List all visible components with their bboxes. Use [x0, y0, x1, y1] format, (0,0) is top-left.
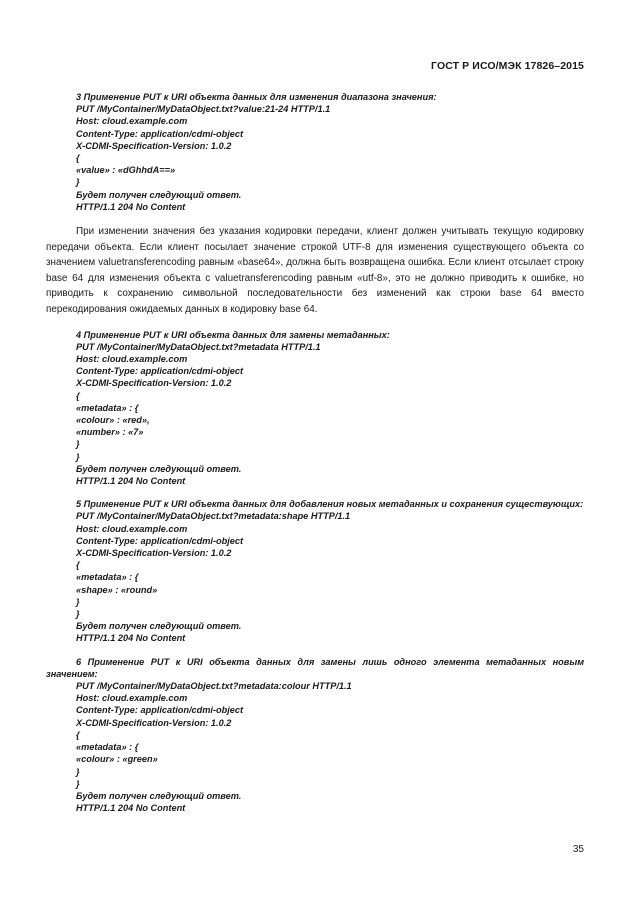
code-line: X-CDMI-Specification-Version: 1.0.2 — [76, 140, 232, 151]
section-title: 4 Применение PUT к URI объекта данных для замены метаданных: — [76, 329, 390, 340]
code-line: X-CDMI-Specification-Version: 1.0.2 — [76, 717, 232, 728]
code-line: PUT /MyContainer/MyDataObject.txt?metadata:colour HTTP/1.1 — [76, 681, 352, 692]
code-line: { — [76, 560, 80, 571]
example-section-4 — [46, 329, 584, 488]
code-line: } — [76, 439, 80, 450]
code-line: Будет получен следующий ответ. — [76, 790, 242, 801]
code-line: «metadata» : { — [76, 742, 139, 753]
code-line: PUT /MyContainer/MyDataObject.txt?metadata:shape HTTP/1.1 — [76, 511, 351, 522]
code-line: Content-Type: application/cdmi-object — [76, 366, 244, 377]
code-line: { — [76, 153, 80, 164]
code-line: Content-Type: application/cdmi-object — [76, 705, 244, 716]
code-line: Будет получен следующий ответ. — [76, 621, 242, 632]
example-section-5 — [46, 498, 584, 644]
code-line: Host: cloud.example.com — [76, 116, 188, 127]
code-line: { — [76, 729, 80, 740]
code-line: «metadata» : { — [76, 402, 139, 413]
body-paragraph: При изменении значения без указания кодировки передачи, клиент должен учитывать текущую кодировку передачи объекта. Если клиент посылает значение строкой UTF-8 для изменения существующего объекта со значением valuetransferencoding равным «base64», должна быть возвращена ошибка. Если клиент отсылает строку base 64 для изменения объекта с valuetransferencoding равным «utf-8», это не должно приводить к ошибке, но приводить к сохранению символьной последовательности без изменений как строки base 64 вместо перекодирования ожидаемых данных в кодировку base 64. — [46, 226, 584, 315]
spacer — [46, 487, 584, 498]
code-line: «value» : «dGhhdA==» — [76, 165, 176, 176]
code-line: «number» : «7» — [76, 427, 144, 438]
code-line: { — [76, 390, 80, 401]
example-section-3 — [46, 91, 584, 213]
code-line: } — [76, 766, 80, 777]
code-line: «colour» : «red», — [76, 415, 150, 426]
code-line: X-CDMI-Specification-Version: 1.0.2 — [76, 548, 232, 559]
code-line: Content-Type: application/cdmi-object — [76, 535, 244, 546]
section-title: 3 Применение PUT к URI объекта данных для изменения диапазона значения: — [76, 92, 437, 102]
document-header: ГОСТ Р ИСО/МЭК 17826–2015 — [431, 60, 584, 72]
code-line: Content-Type: application/cdmi-object — [76, 128, 244, 139]
example-section-6 — [46, 656, 584, 815]
section-title: 6 Применение PUT к URI объекта данных для замены лишь одного элемента метаданных новым значением: — [46, 656, 584, 679]
code-line: Host: cloud.example.com — [76, 693, 188, 704]
code-line: «metadata» : { — [76, 572, 139, 583]
spacer — [46, 318, 584, 329]
code-line: PUT /MyContainer/MyDataObject.txt?value:21-24 HTTP/1.1 — [76, 104, 331, 115]
code-line: «shape» : «round» — [76, 584, 158, 595]
code-line: Host: cloud.example.com — [76, 523, 188, 534]
code-line: Будет получен следующий ответ. — [76, 189, 242, 200]
code-line: } — [76, 177, 80, 188]
code-line: HTTP/1.1 204 No Content — [76, 201, 186, 212]
code-line: Host: cloud.example.com — [76, 354, 188, 364]
code-line: } — [76, 778, 80, 789]
code-line: } — [76, 451, 80, 462]
code-line: } — [76, 609, 80, 620]
code-line: PUT /MyContainer/MyDataObject.txt?metadata HTTP/1.1 — [76, 341, 321, 352]
section-title: 5 Применение PUT к URI объекта данных для добавления новых метаданных и сохранения существующих: — [76, 499, 584, 510]
page-number: 35 — [572, 844, 584, 855]
page-content — [46, 91, 584, 814]
code-line: «colour» : «green» — [76, 754, 158, 765]
code-line: HTTP/1.1 204 No Content — [76, 633, 186, 644]
spacer — [46, 645, 584, 656]
code-line: HTTP/1.1 204 No Content — [76, 476, 186, 487]
code-line: HTTP/1.1 204 No Content — [76, 803, 186, 814]
code-line: } — [76, 596, 80, 607]
code-line: X-CDMI-Specification-Version: 1.0.2 — [76, 378, 232, 389]
code-line: Будет получен следующий ответ. — [76, 463, 242, 474]
